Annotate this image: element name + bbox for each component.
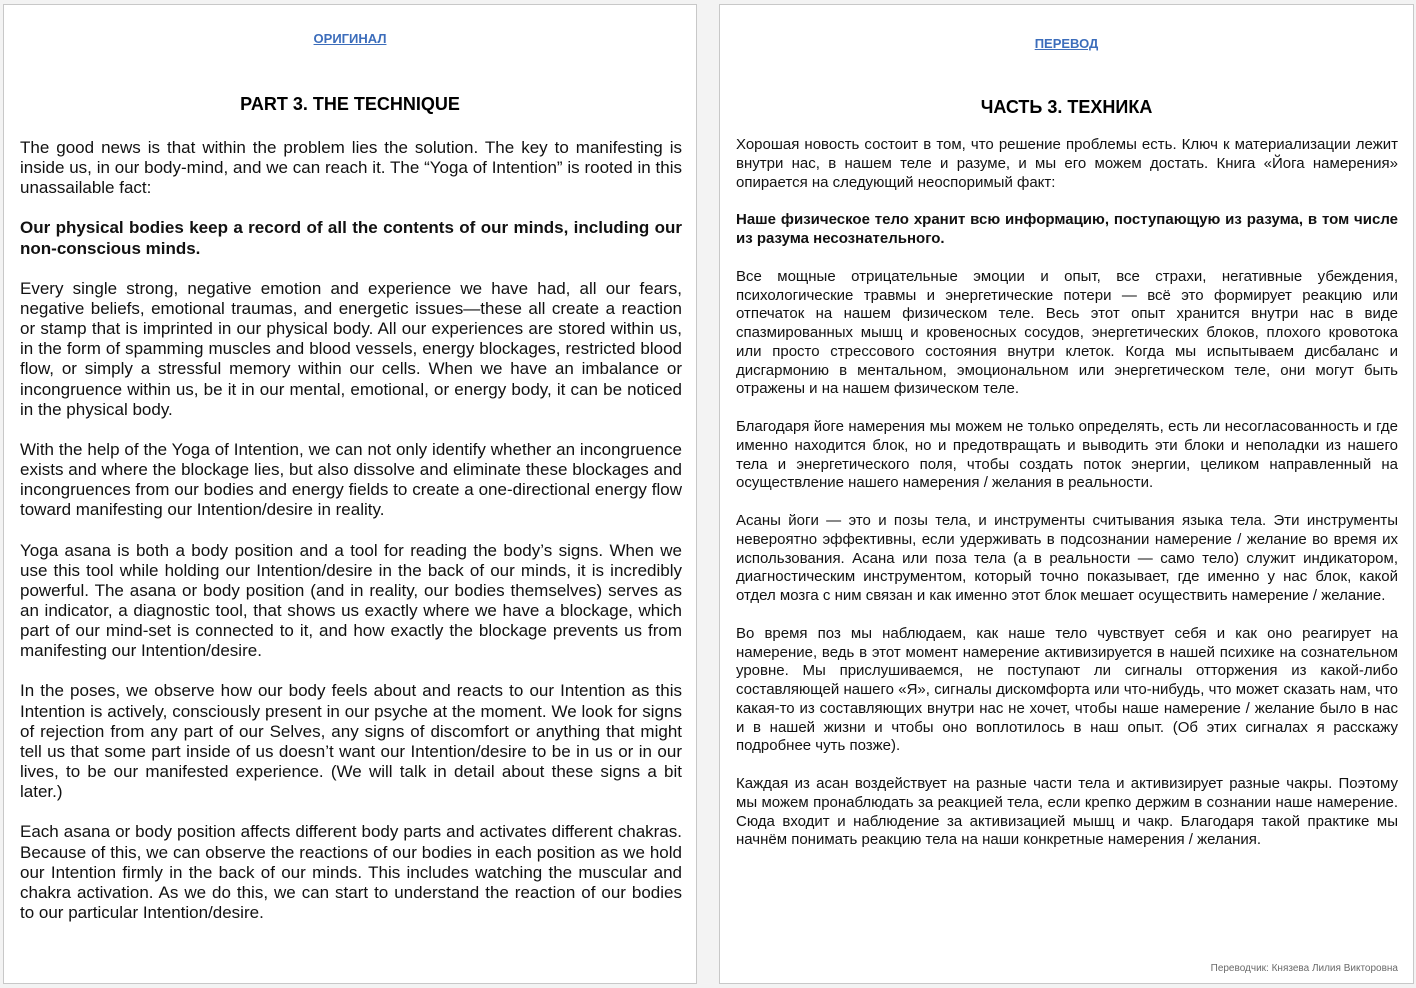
paragraph: Каждая из асан воздействует на разные части тела и активизирует разные чакры. Поэтому мы можем пронаблюдать за реакцией тела, если крепко держим в сознании наше намерение. Сюда входит и наблюдение за активизацией мышц и чакр. Благодаря такой практике мы начнём понимать реакцию тела на наши конкретные намерения / желания. [736, 775, 1398, 849]
original-body [20, 138, 682, 923]
paragraph: Each asana or body position affects different body parts and activates different chakras. Because of this, we can observe the reactions of our bodies in each position as we hold our Intention firmly in the back of our minds. This includes watching the muscular and chakra activation. As we do this, we can start to understand the reaction of our bodies to our particular Intention/desire. [20, 822, 682, 922]
paragraph-key-fact: Our physical bodies keep a record of all the contents of our minds, including our non-conscious minds. [20, 218, 682, 258]
paragraph: Every single strong, negative emotion and experience we have had, all our fears, negative beliefs, emotional traumas, and energetic issues—these all create a reaction or stamp that is imprinted in our physical body. All our experiences are stored within us, in the form of spamming muscles and blood vessels, energy blockages, restricted blood flow, or simply a stressful memory within our cells. When we have an imbalance or incongruence within us, be it in our mental, emotional, or energy body, it can be noticed in the physical body. [20, 278, 682, 419]
paragraph: Во время поз мы наблюдаем, как наше тело чувствует себя и как оно реагирует на намерение, ведь в этот момент намерение активизируется в нашей психике на сознательном уровне. Мы прислушиваемся, не поступают ли сигналы отторжения из какой-либо составляющей нашего «Я», сигналы дискомфорта или что-нибудь, что может сказать нам, что какая-то из составляющих внутри нас не хочет, чтобы наше намерение / желание было в нас и в нашей жизни и чтобы оно воплотилось в наш опыт. (Об этих сигналах я расскажу подробнее чуть позже). [736, 624, 1398, 755]
translator-credit: Переводчик: Князева Лилия Викторовна [1210, 963, 1398, 974]
paragraph: In the poses, we observe how our body feels about and reacts to our Intention as this Intention is actively, consciously present in our psyche at the moment. We look for signs of rejection from any part of our Selves, any signs of discomfort or anything that might tell us that some part inside of us doesn’t want our Intention/desire to be in us or in our lives, to be our manifested experience. (We will talk in detail about these signs a bit later.) [20, 681, 682, 802]
translation-title: ЧАСТЬ 3. ТЕХНИКА [980, 97, 1153, 117]
translation-body [736, 136, 1398, 850]
original-title: PART 3. THE TECHNIQUE [240, 94, 460, 114]
paragraph: Хорошая новость состоит в том, что решение проблемы есть. Ключ к материализации лежит внутри нас, в нашем теле и разуме, и мы его можем достать. Книга «Йога намерения» опирается на следующий неоспоримый факт: [736, 136, 1398, 191]
paragraph: Все мощные отрицательные эмоции и опыт, все страхи, негативные убеждения, психологические травмы и энергетические потери — всё это формирует реакцию или отпечаток на нашем физическом теле. Весь этот опыт хранится внутри нас в виде спазмированных мышц и кровеносных сосудов, энергетических блоков, плохого кровотока или просто стрессового состояния внутри клеток. Когда мы испытываем дисбаланс и дисгармонию в ментальном, эмоциональном или энергетическом теле, они могут быть отражены и на нашем физическом теле. [736, 267, 1398, 398]
original-page [3, 4, 697, 984]
translation-label[interactable]: ПЕРЕВОД [1034, 36, 1099, 51]
paragraph: The good news is that within the problem lies the solution. The key to manifesting is inside us, in our body-mind, and we can reach it. The “Yoga of Intention” is rooted in this unassailable fact: [20, 138, 682, 198]
paragraph: With the help of the Yoga of Intention, we can not only identify whether an incongruence exists and where the blockage lies, but also dissolve and eliminate these blockages and incongruences from our bodies and energy fields to create a one-directional energy flow toward manifesting our Intention/desire in reality. [20, 439, 682, 520]
paragraph-key-fact: Наше физическое тело хранит всю информацию, поступающую из разума, в том числе из разума несознательного. [736, 211, 1398, 247]
paragraph: Yoga asana is both a body position and a tool for reading the body’s signs. When we use this tool while holding our Intention/desire in the back of our minds, it is incredibly powerful. The asana or body position (and in reality, our bodies themselves) serves as an indicator, a diagnostic tool, that shows us exactly where we have a blockage, which part of our mind-set is connected to it, and how exactly the blockage prevents us from manifesting our Intention/desire. [20, 540, 682, 661]
paragraph: Благодаря йоге намерения мы можем не только определять, есть ли несогласованность и где именно находится блок, но и предотвращать и выводить эти блоки и неполадки из нашего тела и энергетического поля, чтобы создать поток энергии, целиком направленный на осуществление нашего намерения / желания в реальности. [736, 418, 1398, 492]
translation-page [719, 4, 1414, 984]
paragraph: Асаны йоги — это и позы тела, и инструменты считывания языка тела. Эти инструменты невероятно эффективны, если удерживать в подсознании намерение / желание во время их использования. Асана или поза тела (а в реальности — само тело) служит индикатором, диагностическим инструментом, который точно показывает, где именно у нас блок, какой отдел мозга с ним связан и как именно этот блок мешает осуществить намерение / желание. [736, 512, 1398, 604]
original-label[interactable]: ОРИГИНАЛ [313, 31, 387, 46]
